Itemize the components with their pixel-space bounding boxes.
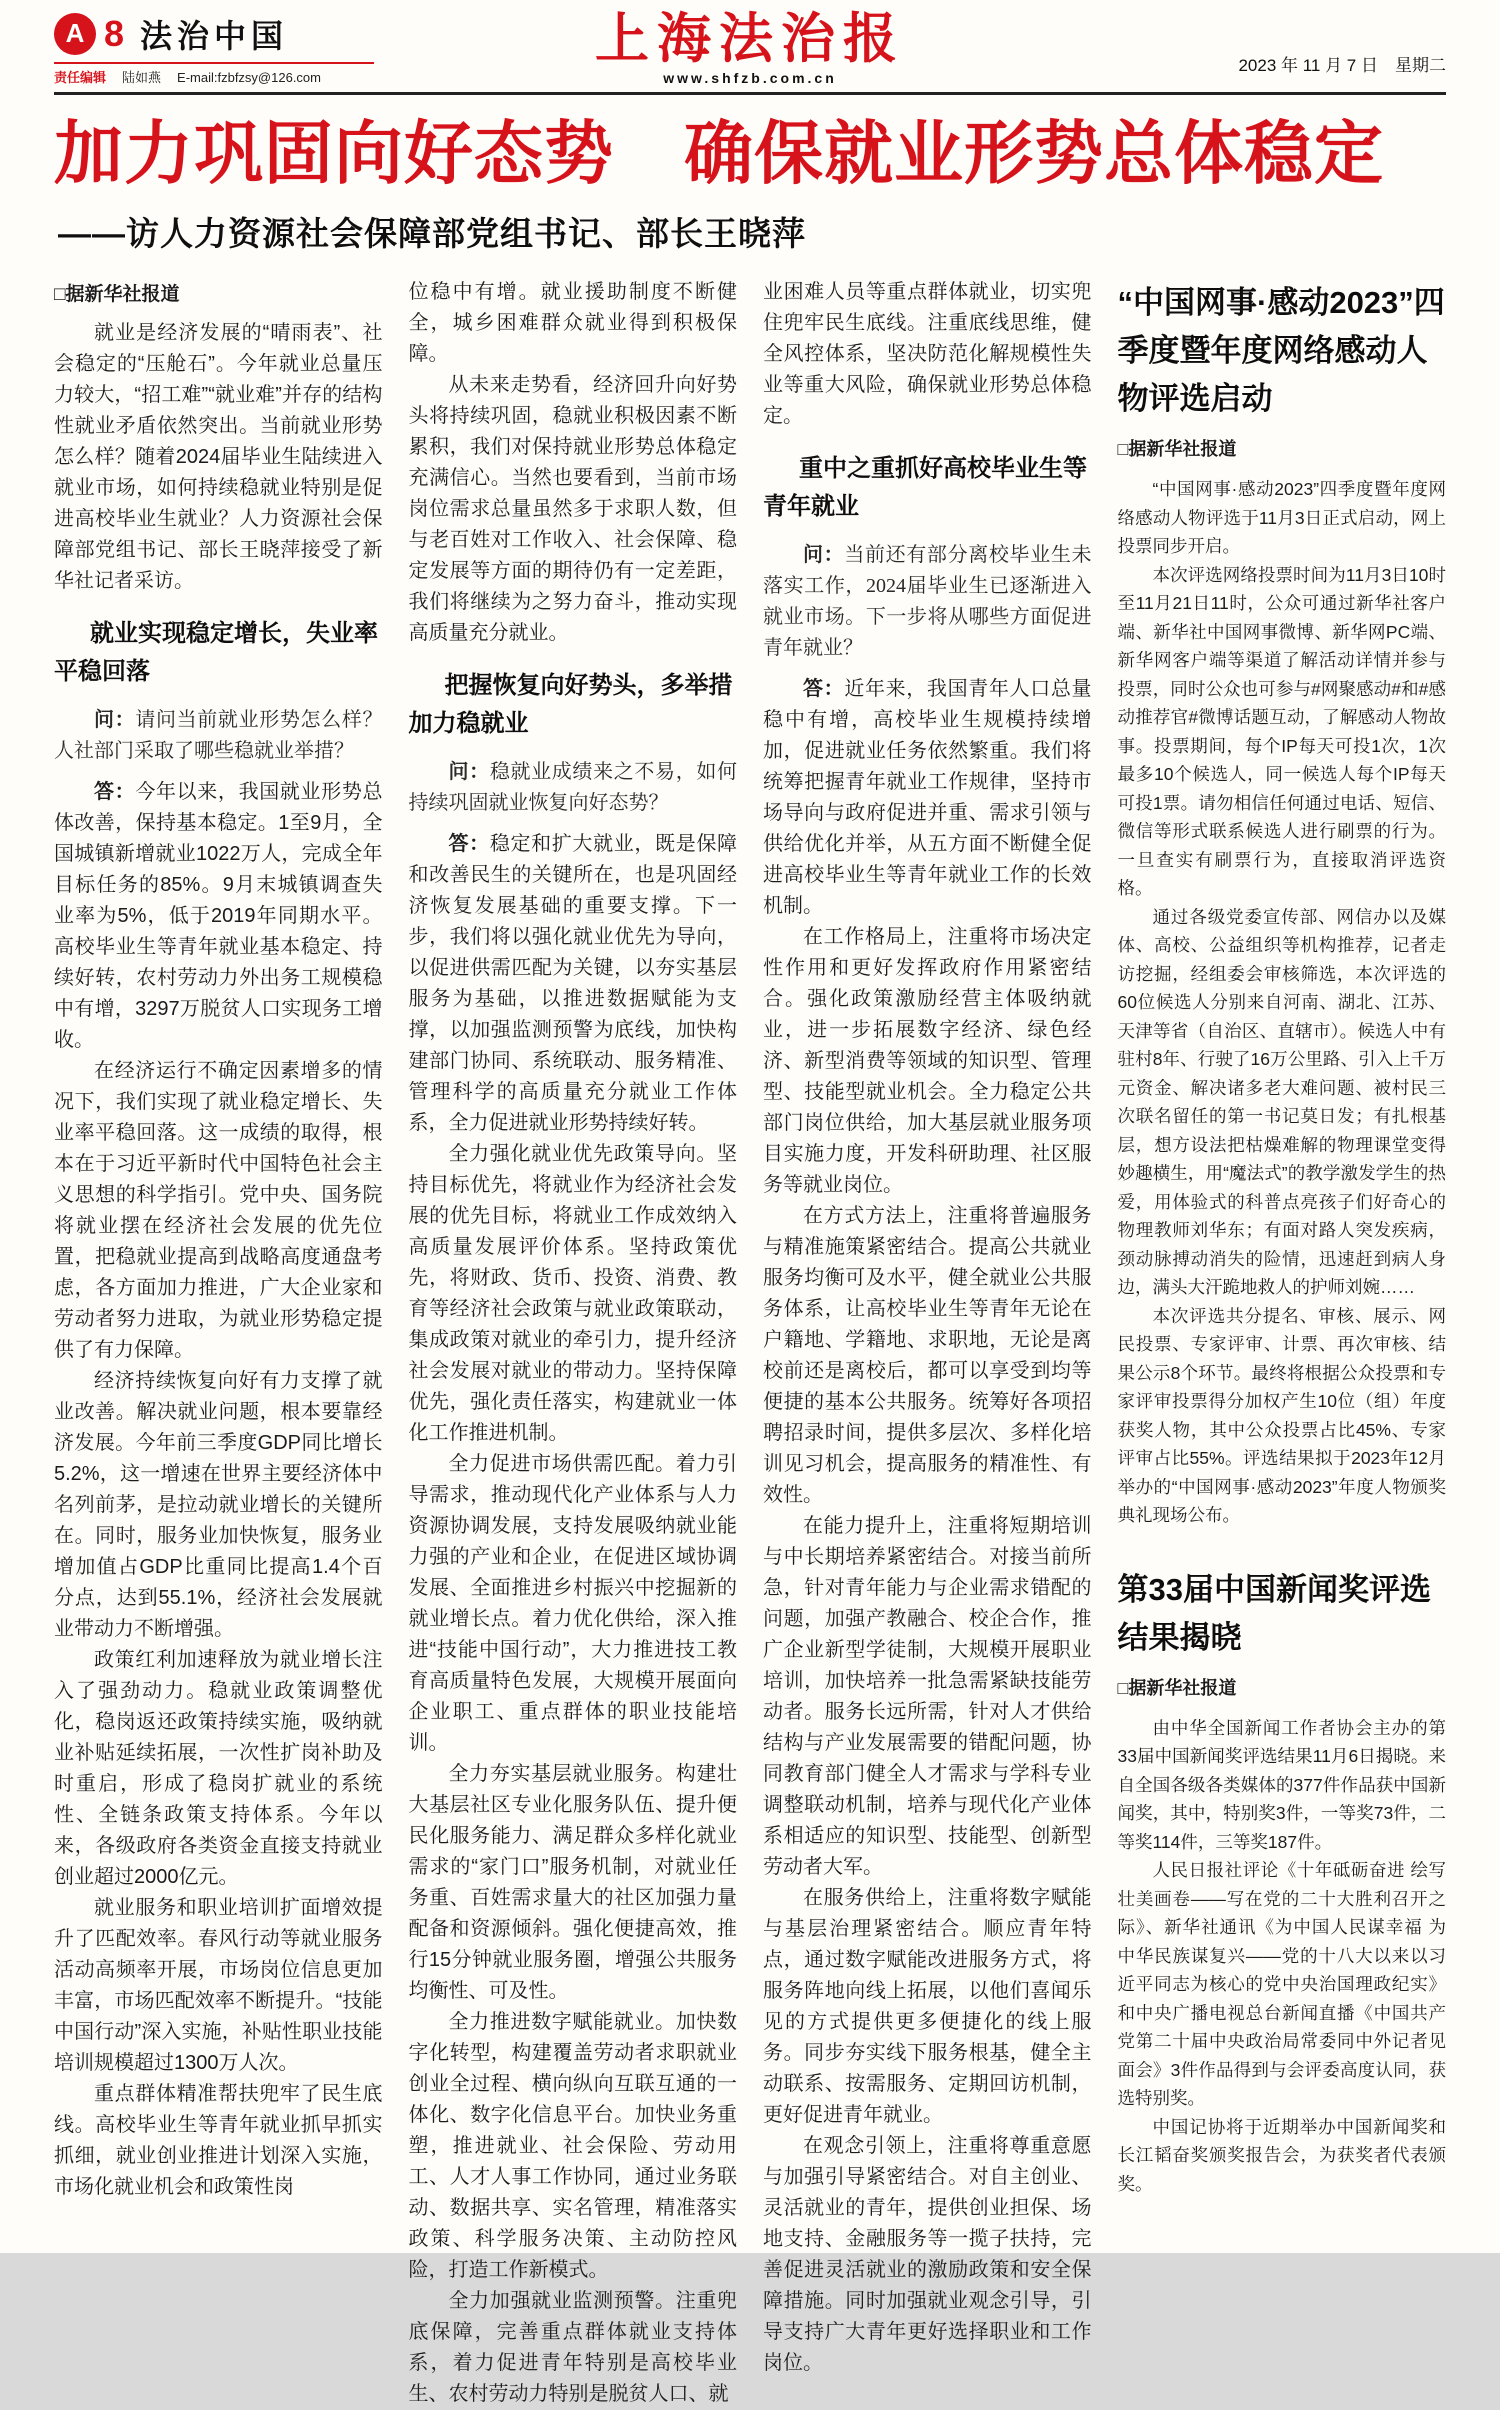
paragraph: 在经济运行不确定因素增多的情况下，我们实现了就业稳定增长、失业率平稳回落。这一成绩的取得，根本在于习近平新时代中国特色社会主义思想的科学指引。党中央、国务院将就业摆在经济社会发展的优先位置，把稳就业提高到战略高度通盘考虑，各方面加力推进，广大企业家和劳动者努力进取，为就业形势稳定提供了有力保障。 [54, 1059, 383, 1361]
paragraph: 在能力提升上，注重将短期培训与中长期培养紧密结合。对接当前所急，针对青年能力与企业需求错配的问题，加强产教融合、校企合作，推广企业新型学徒制，大规模开展职业培训，加快培养一批急需紧缺技能劳动者。服务长远所需，针对人才供给结构与产业发展需要的错配问题，协同教育部门健全人才需求与学科专业调整联动机制，培养与现代化产业体系相适应的知识型、技能型、创新型劳动者大军。 [763, 1514, 1092, 1878]
editor-name: 陆如燕 [122, 69, 162, 85]
inline-subhead: 把握恢复向好势头，多举措加力稳就业 [408, 671, 733, 737]
header-left [54, 11, 565, 86]
paragraph: 位稳中有增。就业援助制度不断健全，城乡困难群众就业得到积极保障。 [408, 280, 737, 365]
interview-question: 问：当前还有部分离校毕业生未落实工作，2024届毕业生已逐渐进入就业市场。下一步将从哪些方面促进青年就业？ [763, 543, 1092, 659]
byline: □据新华社报道 [1117, 439, 1237, 460]
paragraph: 通过各级党委宣传部、网信办以及媒体、高校、公益组织等机构推荐，记者走访挖掘，经组委会审核筛选，本次评选的60位候选人分别来自河南、湖北、江苏、天津等省（自治区、直辖市）。候选人中有驻村8年、行驶了16万公里路、引入上千万元资金、解决诸多老大难问题、被村民三次联名留任的第一书记莫日发；有扎根基层，想方设法把枯燥难解的物理课堂变得妙趣横生，用“魔法式”的教学激发学生的热爱，用体验式的科普点亮孩子们好奇心的物理教师刘华东；有面对路人突发疾病，颈动脉搏动消失的险情，迅速赶到病人身边，满头大汗跪地救人的护师刘婉…… [1117, 906, 1446, 1298]
side-article-body [1118, 1714, 1447, 2199]
edition-letter: A [65, 18, 85, 49]
interview-question: 问：稳就业成绩来之不易，如何持续巩固就业恢复向好态势？ [408, 760, 738, 814]
byline: □据新华社报道 [1117, 1677, 1237, 1698]
masthead-logo: 上海法治报 [595, 6, 905, 70]
paragraph: 全力推进数字赋能就业。加快数字化转型，构建覆盖劳动者求职就业创业全过程、横向纵向互联互通的一体化、数字化信息平台。加快业务重塑，推进就业、社会保险、劳动用工、人才人事工作协同，通过业务联动、数据共享、实名管理，精准落实政策、科学服务决策、主动防控风险，打造工作新模式。 [408, 2010, 737, 2281]
inline-subhead: 重中之重抓好高校毕业生等青年就业 [763, 454, 1087, 520]
page-header [54, 6, 1446, 95]
editor-row [54, 62, 374, 86]
paragraph: 答：近年来，我国青年人口总量稳中有增，高校毕业生规模持续增加，促进就业任务依然繁重。我们将统筹把握青年就业工作规律，坚持市场导向与政府促进并重、需求引领与供给优化并举，从五方面不断健全促进高校毕业生等青年就业工作的长效机制。 [763, 677, 1092, 917]
paragraph: 由中华全国新闻工作者协会主办的第33届中国新闻奖评选结果11月6日揭晓。来自全国各级各类媒体的377件作品获中国新闻奖，其中，特别奖3件，一等奖73件，二等奖114件，三等奖187件。 [1117, 1717, 1446, 1852]
main-headline: 加力巩固向好态势 确保就业形势总体稳定 [54, 114, 1384, 192]
paragraph: “中国网事·感动2023”四季度暨年度网络感动人物评选于11月3日正式启动，网上投票同步开启。 [1117, 479, 1446, 557]
edition-letter-badge [54, 13, 96, 55]
paragraph: 政策红利加速释放为就业增长注入了强劲动力。稳就业政策调整优化，稳岗返还政策持续实施，吸纳就业补贴延续拓展，一次性扩岗补助及时重启，形成了稳岗扩就业的系统性、全链条政策支持体系。今年以来，各级政府各类资金直接支持就业创业超过2000亿元。 [54, 1648, 383, 1888]
paragraph: 重点群体精准帮扶兜牢了民生底线。高校毕业生等青年就业抓早抓实抓细，就业创业推进计划深入实施，市场化就业机会和政策性岗 [54, 2082, 383, 2198]
paragraph: 就业是经济发展的“晴雨表”、社会稳定的“压舱石”。今年就业总量压力较大，“招工难”“就业难”并存的结构性就业矛盾依然突出。当前就业形势怎么样？随着2024届毕业生陆续进入就业市场，如何持续稳就业特别是促进高校毕业生就业？人力资源社会保障部党组书记、部长王晓萍接受了新华社记者采访。 [54, 321, 383, 592]
sidebar-column [1118, 277, 1447, 2410]
article-column-3 [763, 277, 1092, 2410]
paragraph: 在服务供给上，注重将数字赋能与基层治理紧密结合。顺应青年特点，通过数字赋能改进服务方式，将服务阵地向线上拓展，以他们喜闻乐见的方式提供更多便捷化的线上服务。同步夯实线下服务根基，健全主动联系、按需服务、定期回访机制，更好促进青年就业。 [763, 1886, 1092, 2126]
article-column-1 [54, 277, 383, 2410]
section-name: 法治中国 [140, 17, 289, 54]
paragraph: 全力强化就业优先政策导向。坚持目标优先，将就业作为经济社会发展的优先目标，将就业工作成效纳入高质量发展评价体系。坚持政策优先，将财政、货币、投资、消费、教育等经济社会政策与就业政策联动，集成政策对就业的牵引力，提升经济社会发展对就业的带动力。坚持保障优先，强化责任落实，构建就业一体化工作推进机制。 [408, 1142, 737, 1444]
article-body-grid [54, 277, 1446, 2405]
side-article-headline: 第33届中国新闻奖评选结果揭晓 [1117, 1571, 1431, 1655]
lead-headline-block [54, 95, 1446, 277]
publication-date: 2023 年 11 月 7 日 星期二 [1238, 55, 1446, 75]
paragraph: 业困难人员等重点群体就业，切实兜住兜牢民生底线。注重底线思维，健全风控体系，坚决防范化解规模性失业等重大风险，确保就业形势总体稳定。 [763, 280, 1092, 427]
inline-subhead: 就业实现稳定增长，失业率平稳回落 [54, 619, 378, 685]
side-article-body [1118, 475, 1447, 1530]
article-column-2 [409, 277, 738, 2410]
paragraph: 本次评选共分提名、审核、展示、网民投票、专家评审、计票、再次审核、结果公示8个环节。最终将根据公众投票和专家评审投票得分加权产生10位（组）年度获奖人物，其中公众投票占比45%、专家评审占比55%。评选结果拟于2023年12月举办的“中国网事·感动2023”年度人物颁奖典礼现场公布。 [1117, 1305, 1446, 1526]
paragraph: 答：稳定和扩大就业，既是保障和改善民生的关键所在，也是巩固经济恢复发展基础的重要支撑。下一步，我们将以强化就业优先为导向，以促进供需匹配为关键，以夯实基层服务为基础，以推进数据赋能为支撑，以加强监测预警为底线，加快构建部门协同、系统联动、服务精准、管理科学的高质量充分就业工作体系，全力促进就业形势持续好转。 [408, 832, 738, 1134]
paragraph: 人民日报社评论《十年砥砺奋进 绘写壮美画卷——写在党的二十大胜利召开之际》、新华社通讯《为中国人民谋幸福 为中华民族谋复兴——党的十八大以来以习近平同志为核心的党中央治国理政纪实》和中央广播电视总台新闻直播《中国共产党第二十届中央政治局常委同中外记者见面会》3件作品得到与会评委高度认同，获选特别奖。 [1117, 1860, 1446, 2109]
edition-number: 8 [104, 12, 125, 54]
edition-row [54, 11, 565, 57]
paragraph: 全力夯实基层就业服务。构建壮大基层社区专业化服务队伍、提升便民化服务能力、满足群众多样化就业需求的“家门口”服务机制，对就业任务重、百姓需求量大的社区加强力量配备和资源倾斜。强化便捷高效，推行15分钟就业服务圈，增强公共服务均衡性、可及性。 [408, 1762, 737, 2002]
paragraph: 本次评选网络投票时间为11月3日10时至11月21日11时，公众可通过新华社客户端、新华社中国网事微博、新华网PC端、新华网客户端等渠道了解活动详情并参与投票，同时公众也可参与#网聚感动#和#感动推荐官#微博话题互动，了解感动人物故事。投票期间，每个IP每天可投1次，1次最多10个候选人，同一候选人每个IP每天可投1票。请勿相信任何通过电话、短信、微信等形式联系候选人进行刷票的行为。一旦查实有刷票行为，直接取消评选资格。 [1117, 564, 1446, 899]
paragraph: 就业服务和职业培训扩面增效提升了匹配效率。春风行动等就业服务活动高频率开展，市场岗位信息更加丰富，市场匹配效率不断提升。“技能中国行动”深入实施，补贴性职业技能培训规模超过1300万人次。 [54, 1896, 383, 2074]
editor-label: 责任编辑 [54, 69, 107, 85]
paragraph: 全力促进市场供需匹配。着力引导需求，推动现代化产业体系与人力资源协调发展，支持发展吸纳就业能力强的产业和企业，在促进区域协调发展、全面推进乡村振兴中挖掘新的就业增长点。着力优化供给，深入推进“技能中国行动”，大力推进技工教育高质量特色发展，大规模开展面向企业职工、重点群体的职业技能培训。 [408, 1452, 737, 1754]
paragraph: 答：今年以来，我国就业形势总体改善，保持基本稳定。1至9月，全国城镇新增就业1022万人，完成全年目标任务的85%。9月末城镇调查失业率为5%，低于2019年同期水平。高校毕业生等青年就业基本稳定、持续好转，农村劳动力外出务工规模稳中有增，3297万脱贫人口实现务工增收。 [54, 780, 383, 1051]
side-article-gandong2023 [1118, 279, 1447, 1530]
header-center [565, 6, 935, 86]
interview-question: 问：请问当前就业形势怎么样？人社部门采取了哪些稳就业举措？ [54, 708, 383, 762]
paragraph: 在观念引领上，注重将尊重意愿与加强引导紧密结合。对自主创业、灵活就业的青年，提供创业担保、场地支持、金融服务等一揽子扶持，完善促进灵活就业的激励政策和安全保障措施。同时加强就业观念引导，引导支持广大青年更好选择职业和工作岗位。 [763, 2134, 1092, 2374]
side-article-headline: “中国网事·感动2023”四季度暨年度网络感动人物评选启动 [1117, 284, 1445, 417]
paragraph: 从未来走势看，经济回升向好势头将持续巩固，稳就业积极因素不断累积，我们对保持就业形势总体稳定充满信心。当然也要看到，当前市场岗位需求总量虽然多于求职人数，但与老百姓对工作收入、社会保障、稳定发展等方面的期待仍有一定差距，我们将继续为之努力奋斗，推动实现高质量充分就业。 [408, 373, 737, 644]
sub-headline: ——访人力资源社会保障部党组书记、部长王晓萍 [58, 214, 806, 252]
paragraph: 全力加强就业监测预警。注重兜底保障，完善重点群体就业支持体系，着力促进青年特别是高校毕业生、农村劳动力特别是脱贫人口、就 [408, 2289, 737, 2405]
side-article-news-award [1118, 1566, 1447, 2199]
paragraph: 在方式方法上，注重将普遍服务与精准施策紧密结合。提高公共就业服务均衡可及水平，健全就业公共服务体系，让高校毕业生等青年无论在户籍地、学籍地、求职地，无论是离校前还是离校后，都可以享受到均等便捷的基本公共服务。统筹好各项招聘招录时间，提供多层次、多样化培训见习机会，提高服务的精准性、有效性。 [763, 1204, 1092, 1506]
byline: □据新华社报道 [54, 283, 180, 305]
editor-email: E-mail:fzbfzsy@126.com [177, 69, 321, 85]
website-url: www.shfzb.com.cn [663, 69, 837, 86]
paragraph: 在工作格局上，注重将市场决定性作用和更好发挥政府作用紧密结合。强化政策激励经营主体吸纳就业，进一步拓展数字经济、绿色经济、新型消费等领域的知识型、管理型、技能型就业机会。全力稳定公共部门岗位供给，加大基层就业服务项目实施力度，开发科研助理、社区服务等就业岗位。 [763, 925, 1092, 1196]
paragraph: 中国记协将于近期举办中国新闻奖和长江韬奋奖颁奖报告会，为获奖者代表颁奖。 [1117, 2116, 1446, 2194]
paragraph: 经济持续恢复向好有力支撑了就业改善。解决就业问题，根本要靠经济发展。今年前三季度GDP同比增长5.2%，这一增速在世界主要经济体中名列前茅，是拉动就业增长的关键所在。同时，服务业加快恢复，服务业增加值占GDP比重同比提高1.4个百分点，达到55.1%，经济社会发展就业带动力不断增强。 [54, 1369, 383, 1640]
